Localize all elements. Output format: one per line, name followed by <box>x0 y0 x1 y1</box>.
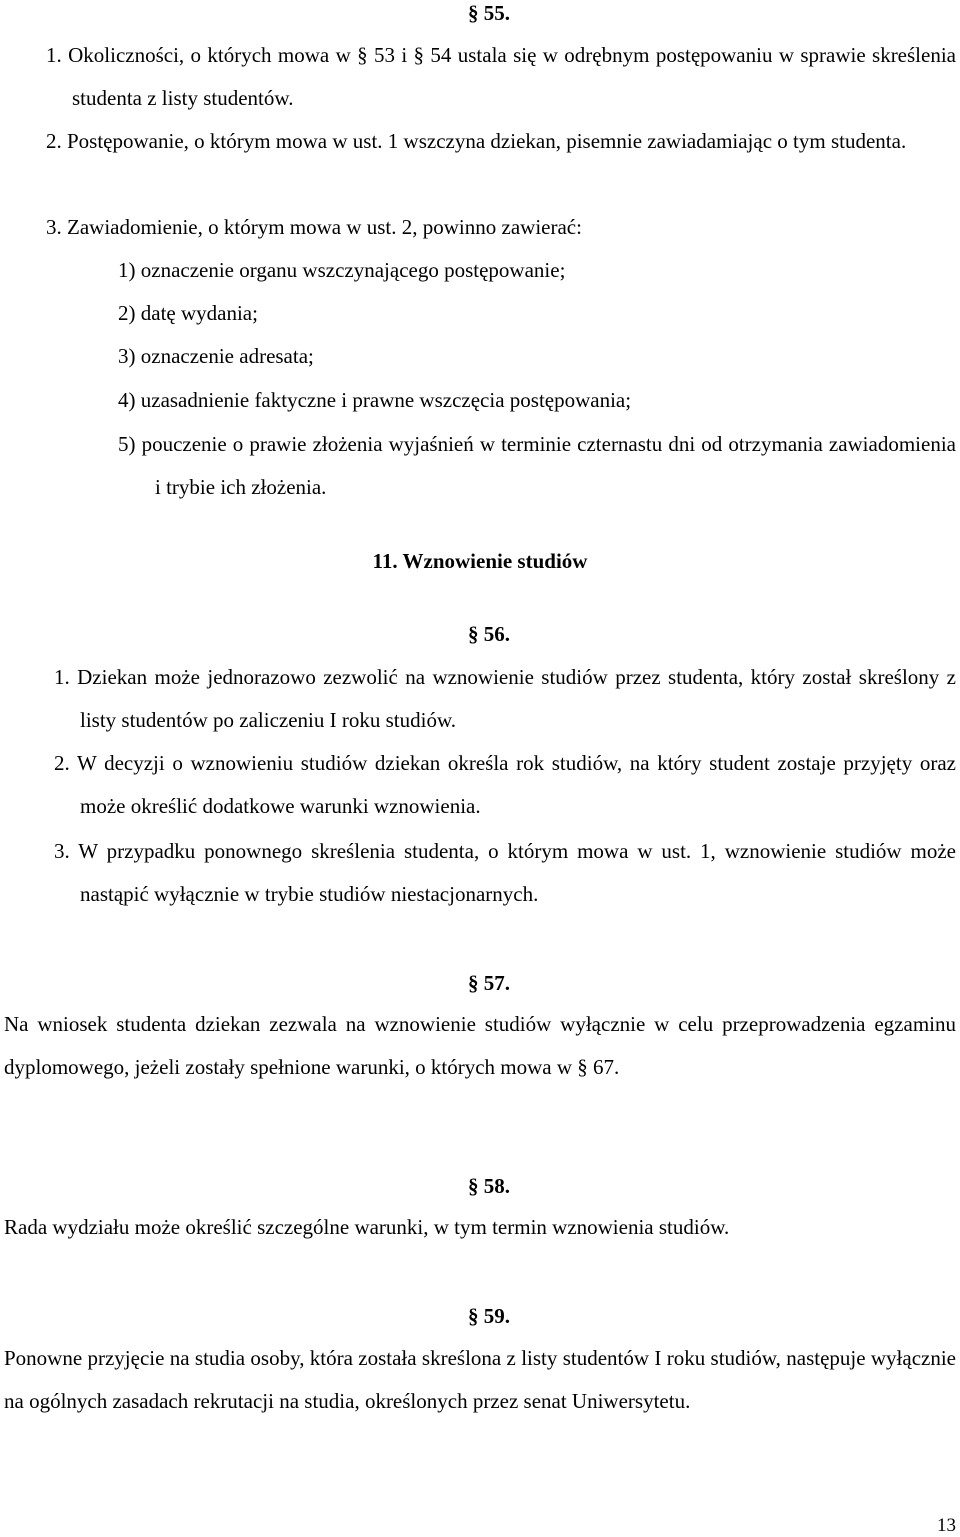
section-58-heading: § 58. <box>468 1174 510 1198</box>
section-55-paragraph-1: 1. Okoliczności, o których mowa w § 53 i § 54 ustala się w odrębnym postępowaniu w sprawie skreślenia studenta z listy studentów. <box>46 43 956 110</box>
section-55-paragraph-2: 2. Postępowanie, o którym mowa w ust. 1 wszczyna dziekan, pisemnie zawiadamiając o tym studenta. <box>46 129 907 153</box>
section-55-item-2: 2) datę wydania; <box>118 301 258 325</box>
section-55-heading: § 55. <box>468 1 510 25</box>
section-59-heading: § 59. <box>468 1304 510 1328</box>
section-56-paragraph-3: 3. W przypadku ponownego skreślenia studenta, o którym mowa w ust. 1, wznowienie studiów może nastąpić wyłącznie w trybie studiów niestacjonarnych. <box>54 839 956 906</box>
section-55-item-3: 3) oznaczenie adresata; <box>118 344 314 368</box>
section-57-heading: § 57. <box>468 971 510 995</box>
section-55-item-1: 1) oznaczenie organu wszczynającego postępowanie; <box>118 258 566 282</box>
section-59-text: Ponowne przyjęcie na studia osoby, która została skreślona z listy studentów I roku studiów, następuje wyłącznie na ogólnych zasadach rekrutacji na studia, określonych przez senat Uniwersytetu. <box>4 1346 956 1413</box>
section-58-text: Rada wydziału może określić szczególne warunki, w tym termin wznowienia studiów. <box>4 1215 730 1239</box>
section-55-item-4: 4) uzasadnienie faktyczne i prawne wszczęcia postępowania; <box>118 388 632 412</box>
section-56-heading: § 56. <box>468 622 510 646</box>
section-55-item-5: 5) pouczenie o prawie złożenia wyjaśnień w terminie czternastu dni od otrzymania zawiadomienia i trybie ich złożenia. <box>118 432 956 499</box>
page-number: 13 <box>937 1515 956 1536</box>
chapter-heading: 11. Wznowienie studiów <box>372 549 588 573</box>
section-56-paragraph-2: 2. W decyzji o wznowieniu studiów dziekan określa rok studiów, na który student zostaje przyjęty oraz może określić dodatkowe warunki wznowienia. <box>54 751 956 818</box>
section-55-paragraph-3: 3. Zawiadomienie, o którym mowa w ust. 2, powinno zawierać: <box>46 215 582 239</box>
section-56-paragraph-1: 1. Dziekan może jednorazowo zezwolić na wznowienie studiów przez studenta, który został skreślony z listy studentów po zaliczeniu I roku studiów. <box>54 665 956 732</box>
section-57-text: Na wniosek studenta dziekan zezwala na wznowienie studiów wyłącznie w celu przeprowadzenia egzaminu dyplomowego, jeżeli zostały spełnione warunki, o których mowa w § 67. <box>4 1012 956 1079</box>
